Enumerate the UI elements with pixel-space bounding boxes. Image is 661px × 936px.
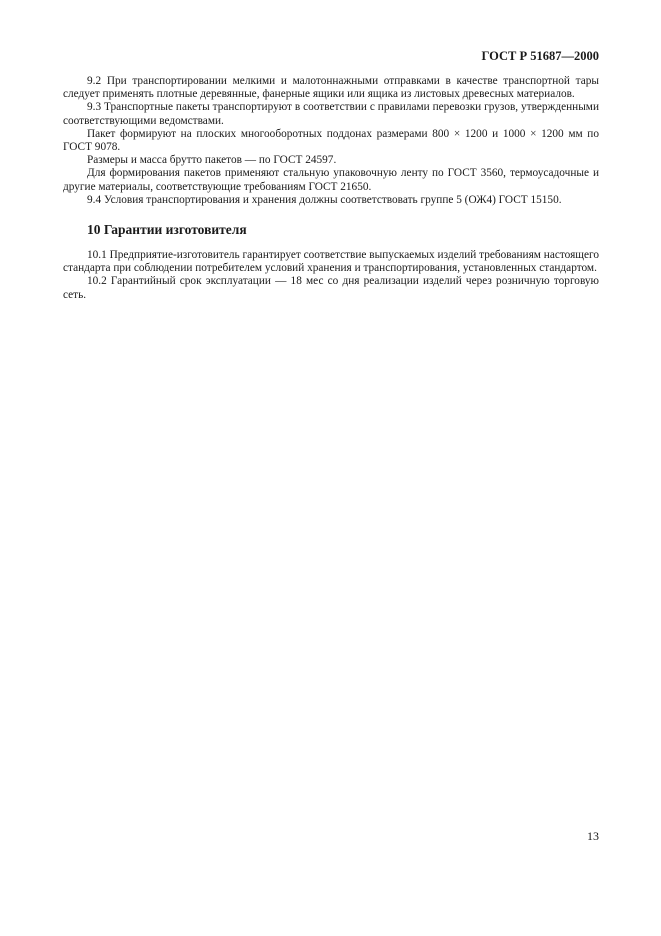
page-number: 13 [587,829,599,843]
paragraph-10-2: 10.2 Гарантийный срок эксплуатации — 18 мес со дня реализации изделий через розничную торговую сеть. [63,275,599,301]
paragraph-pallet-formation: Пакет формируют на плоских многооборотных поддонах размерами 800 × 1200 и 1000 × 1200 мм по ГОСТ 9078. [63,127,599,154]
section-10-heading: 10 Гарантии изготовителя [87,222,247,238]
paragraph-10-1: 10.1 Предприятие-изготовитель гарантирует соответствие выпускаемых изделий требованиям настоящего стандарта при соблюдении потребителем условий хранения и транспортирования, установленных стандартом. [63,249,599,275]
paragraph-9-2: 9.2 При транспортировании мелкими и малотоннажными отправками в качестве транспортной тары следует применять плотные деревянные, фанерные ящики или ящика из листовых древесных материалов. [63,75,599,101]
paragraph-9-4: 9.4 Условия транспортирования и хранения должны соответствовать группе 5 (ОЖ4) ГОСТ 15150. [87,193,562,206]
paragraph-package-size: Размеры и масса брутто пакетов — по ГОСТ 24597. [87,154,337,167]
paragraph-packing-materials: Для формирования пакетов применяют стальную упаковочную ленту по ГОСТ 3560, термоусадочные и другие материалы, соответствующие требованиям ГОСТ 21650. [63,167,599,193]
document-body [63,75,599,302]
paragraph-9-3: 9.3 Транспортные пакеты транспортируют в соответствии с правилами перевозки грузов, утвержденными соответствующими ведомствами. [63,101,599,127]
document-code-header: ГОСТ Р 51687—2000 [481,49,599,63]
